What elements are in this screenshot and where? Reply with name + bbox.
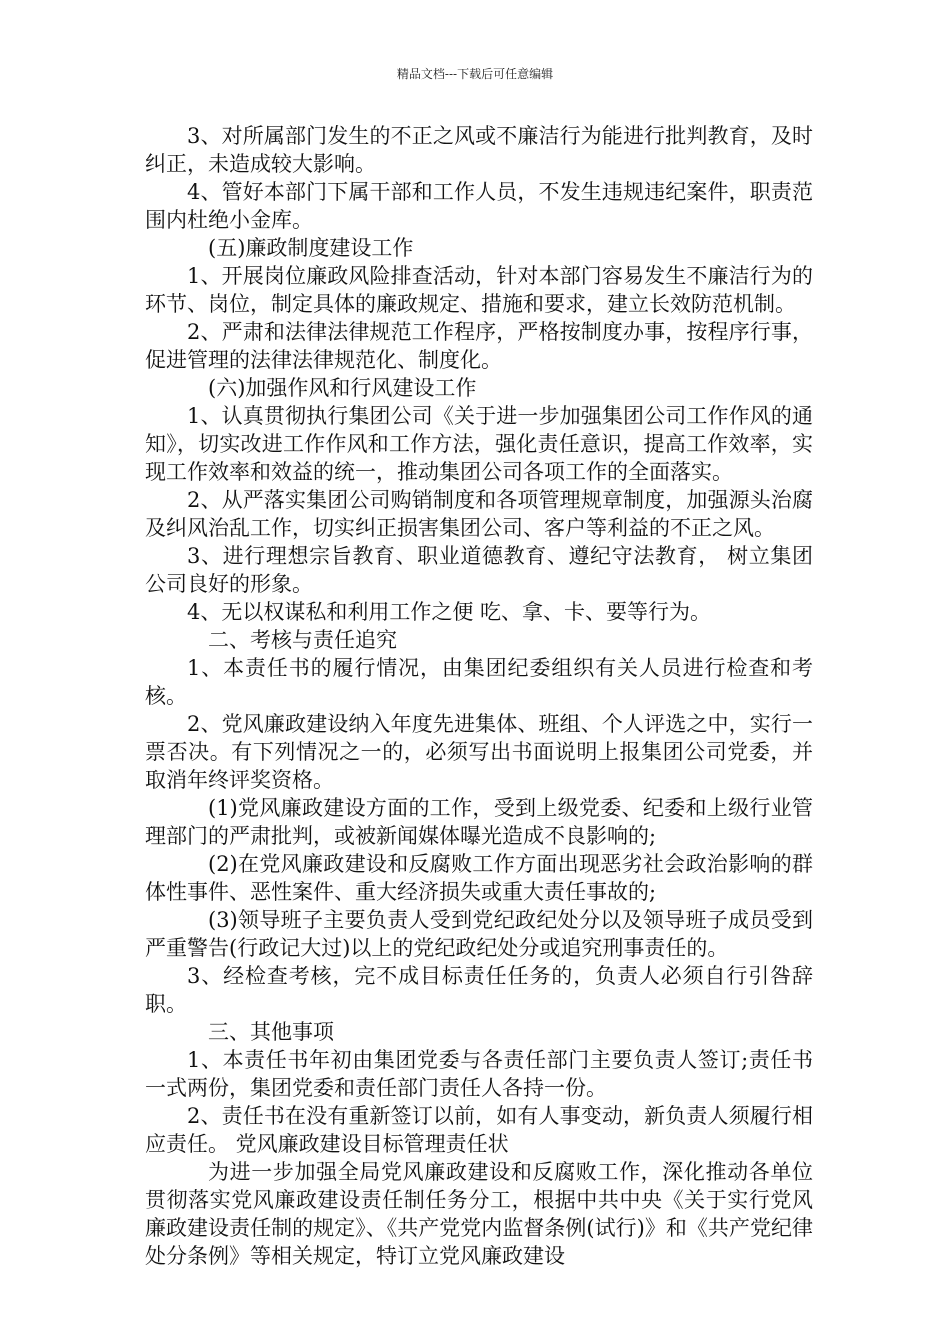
section-heading: 三、其他事项 <box>208 1020 334 1044</box>
paragraph: 2、从严落实集团公司购销制度和各项管理规章制度，加强源头治腐及纠风治乱工作，切实纠正损害集团公司、客户等利益的不正之风。 <box>145 488 813 540</box>
paragraph: 4、无以权谋私和利用工作之便 吃、拿、卡、要等行为。 <box>187 600 712 624</box>
paragraph: 2、严肃和法律法律规范工作程序，严格按制度办事，按程序行事，促进管理的法律法律规范化、制度化。 <box>145 320 813 372</box>
paragraph: 3、经检查考核，完不成目标责任任务的，负责人必须自行引咎辞职。 <box>145 964 813 1016</box>
paragraph: (1)党风廉政建设方面的工作，受到上级党委、纪委和上级行业管理部门的严肃批判，或被新闻媒体曝光造成不良影响的; <box>145 796 813 848</box>
section-heading: (六)加强作风和行风建设工作 <box>208 376 477 400</box>
paragraph: (2)在党风廉政建设和反腐败工作方面出现恶劣社会政治影响的群体性事件、恶性案件、重大经济损失或重大责任事故的; <box>145 852 813 904</box>
page-header: 精品文档---下载后可任意编辑 <box>396 67 554 81</box>
section-heading: (五)廉政制度建设工作 <box>208 236 414 260</box>
paragraph: 1、开展岗位廉政风险排查活动，针对本部门容易发生不廉洁行为的环节、岗位，制定具体的廉政规定、措施和要求，建立长效防范机制。 <box>145 264 813 316</box>
paragraph: 2、党风廉政建设纳入年度先进集体、班组、个人评选之中，实行一票否决。有下列情况之一的，必须写出书面说明上报集团公司党委，并取消年终评奖资格。 <box>145 712 813 792</box>
document-body <box>145 122 813 1270</box>
paragraph: 2、责任书在没有重新签订以前，如有人事变动，新负责人须履行相应责任。 党风廉政建设目标管理责任状 <box>145 1104 813 1156</box>
paragraph: 1、本责任书的履行情况，由集团纪委组织有关人员进行检查和考核。 <box>145 656 813 708</box>
paragraph: 4、管好本部门下属干部和工作人员，不发生违规违纪案件，职责范围内杜绝小金库。 <box>145 180 813 232</box>
paragraph: 3、进行理想宗旨教育、职业道德教育、遵纪守法教育， 树立集团公司良好的形象。 <box>145 544 813 596</box>
paragraph: 3、对所属部门发生的不正之风或不廉洁行为能进行批判教育，及时纠正，未造成较大影响。 <box>145 124 813 176</box>
paragraph: 1、认真贯彻执行集团公司《关于进一步加强集团公司工作作风的通知》，切实改进工作作风和工作方法，强化责任意识，提高工作效率，实现工作效率和效益的统一，推动集团公司各项工作的全面落实。 <box>145 404 813 484</box>
paragraph: (3)领导班子主要负责人受到党纪政纪处分以及领导班子成员受到严重警告(行政记大过)以上的党纪政纪处分或追究刑事责任的。 <box>145 908 813 960</box>
section-heading: 二、考核与责任追究 <box>208 628 397 652</box>
paragraph: 1、本责任书年初由集团党委与各责任部门主要负责人签订;责任书一式两份，集团党委和责任部门责任人各持一份。 <box>145 1048 813 1100</box>
paragraph: 为进一步加强全局党风廉政建设和反腐败工作，深化推动各单位贯彻落实党风廉政建设责任制任务分工，根据中共中央《关于实行党风廉政建设责任制的规定》、《共产党党内监督条例(试行)》和《共产党纪律处分条例》等相关规定，特订立党风廉政建设 <box>145 1160 813 1268</box>
